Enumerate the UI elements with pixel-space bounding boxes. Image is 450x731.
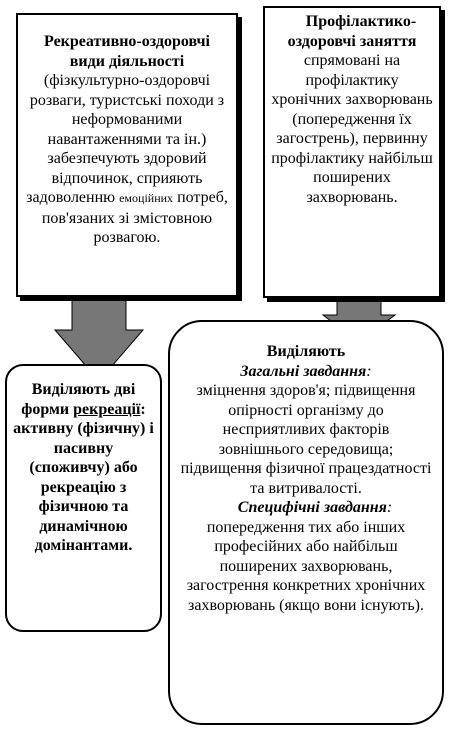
- general-tasks-colon: :: [366, 362, 372, 380]
- tasks-box: [168, 320, 444, 725]
- recreational-title-line1: Рекреативно-оздоровчі: [44, 33, 210, 50]
- general-tasks-label: Загальні завдання: [240, 362, 367, 380]
- tasks-heading: Виділяють: [266, 343, 346, 360]
- recreational-text-small: емоційних: [119, 191, 174, 205]
- specific-tasks-label: Специфічні завдання: [237, 499, 387, 516]
- recreational-activities-box: [16, 13, 238, 297]
- forms-text-start: Виділяють дві форми: [21, 381, 136, 418]
- prophylactic-title-line1: Профілактико-: [305, 13, 417, 30]
- recreation-forms-box: [5, 364, 162, 632]
- specific-tasks-colon: :: [386, 499, 393, 516]
- forms-text-end: : активну (фізичну) і пасивну (споживчу) або рекреацію з фізичною та динамічною домінантами.: [13, 400, 154, 554]
- recreational-examples: (фізкультурно-оздоровчі розваги, туристські походи з неформованими навантаженнями та ін.): [29, 72, 225, 148]
- prophylactic-title-line2: оздоровчі заняття: [287, 32, 417, 50]
- recreational-title-line2: види діяльності: [69, 52, 185, 70]
- specific-tasks-text: попередження тих або інших професійних або найбільш поширених захворювань, загострення конкретних хронічних захворювань (якщо вони існують).: [186, 518, 426, 614]
- prophylactic-text: спрямовані на профілактику хронічних захворювань (попередження їх загострень), первинну профілактику найбільш поширених захворювань.: [271, 52, 433, 206]
- recreational-text-main: забезпечують здоровий відпочинок, сприяють задоволенню: [26, 150, 207, 206]
- general-tasks-text: зміцнення здоров'я; підвищення опірності організму до несприятливих факторів зовнішнього середовища; підвищення фізичної працездатності та витривалості.: [180, 382, 432, 497]
- recreational-text-end: потреб, пов'язаних зі змістовною розвагою.: [41, 189, 228, 246]
- forms-text-underlined: рекреації: [73, 400, 141, 418]
- prophylactic-classes-box: [263, 6, 441, 298]
